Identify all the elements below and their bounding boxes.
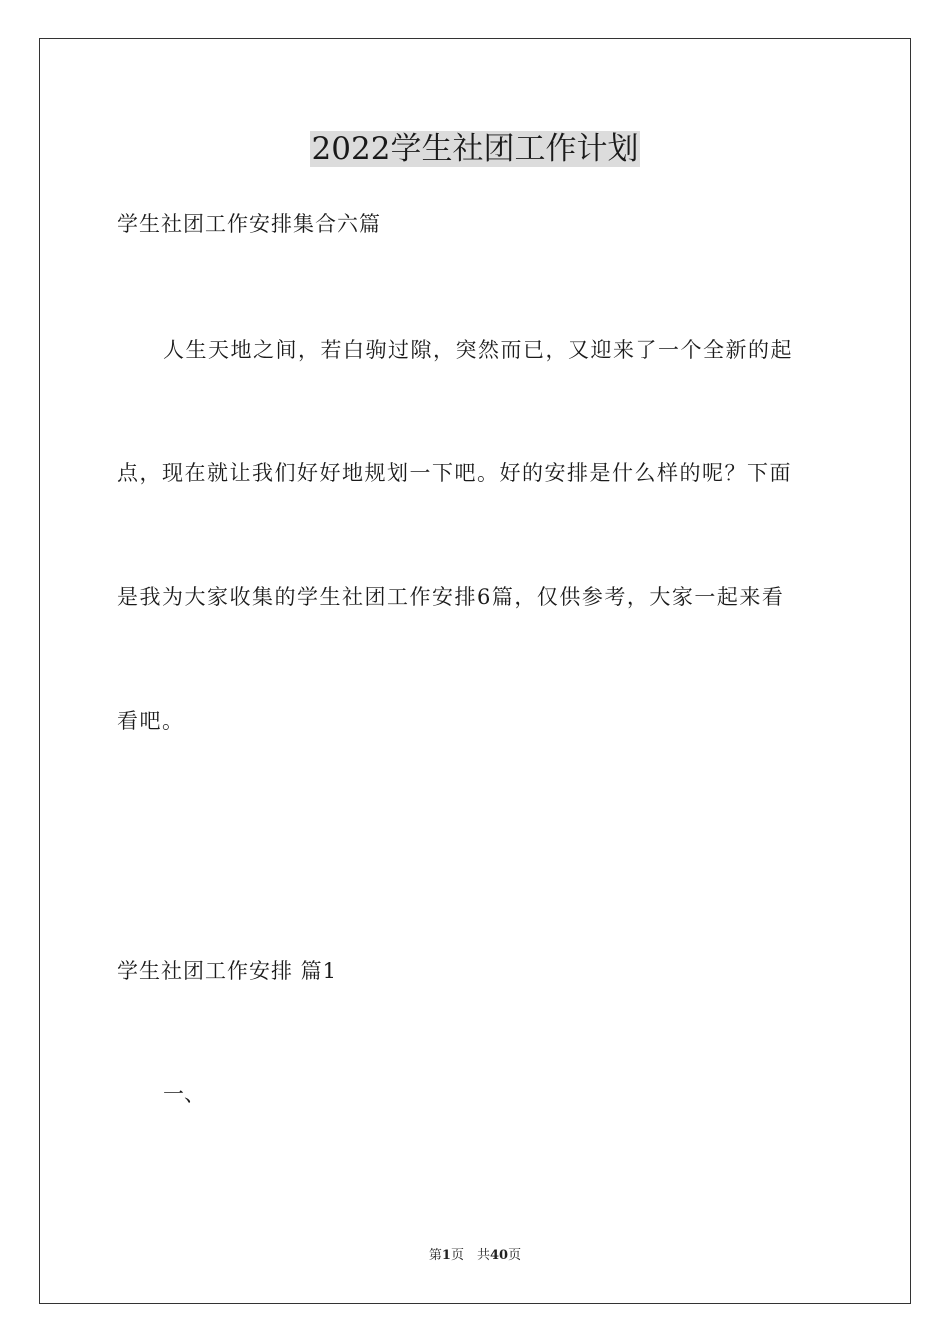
document-subtitle: 学生社团工作安排集合六篇 — [117, 212, 381, 236]
document-title-text: 2022学生社团工作计划 — [311, 131, 639, 167]
intro-line: 看吧。 — [117, 709, 185, 733]
section-heading: 学生社团工作安排 篇1 — [117, 959, 338, 983]
page-footer — [0, 1246, 950, 1266]
intro-line: 点，现在就让我们好好地规划一下吧。好的安排是什么样的呢？下面 — [117, 461, 792, 485]
footer-total-pages: 40 — [489, 1248, 509, 1263]
footer-page-number: 1 — [441, 1248, 451, 1263]
footer-page-prefix: 第 — [428, 1248, 442, 1263]
list-item-marker: 一、 — [163, 1082, 205, 1106]
intro-line: 是我为大家收集的学生社团工作安排6篇，仅供参考，大家一起来看 — [117, 585, 785, 609]
footer-page-suffix: 页 — [508, 1248, 522, 1263]
document-title — [0, 126, 950, 172]
intro-line: 人生天地之间，若白驹过隙，突然而已，又迎来了一个全新的起 — [163, 338, 793, 362]
footer-page-mid: 页 共 — [450, 1248, 490, 1263]
